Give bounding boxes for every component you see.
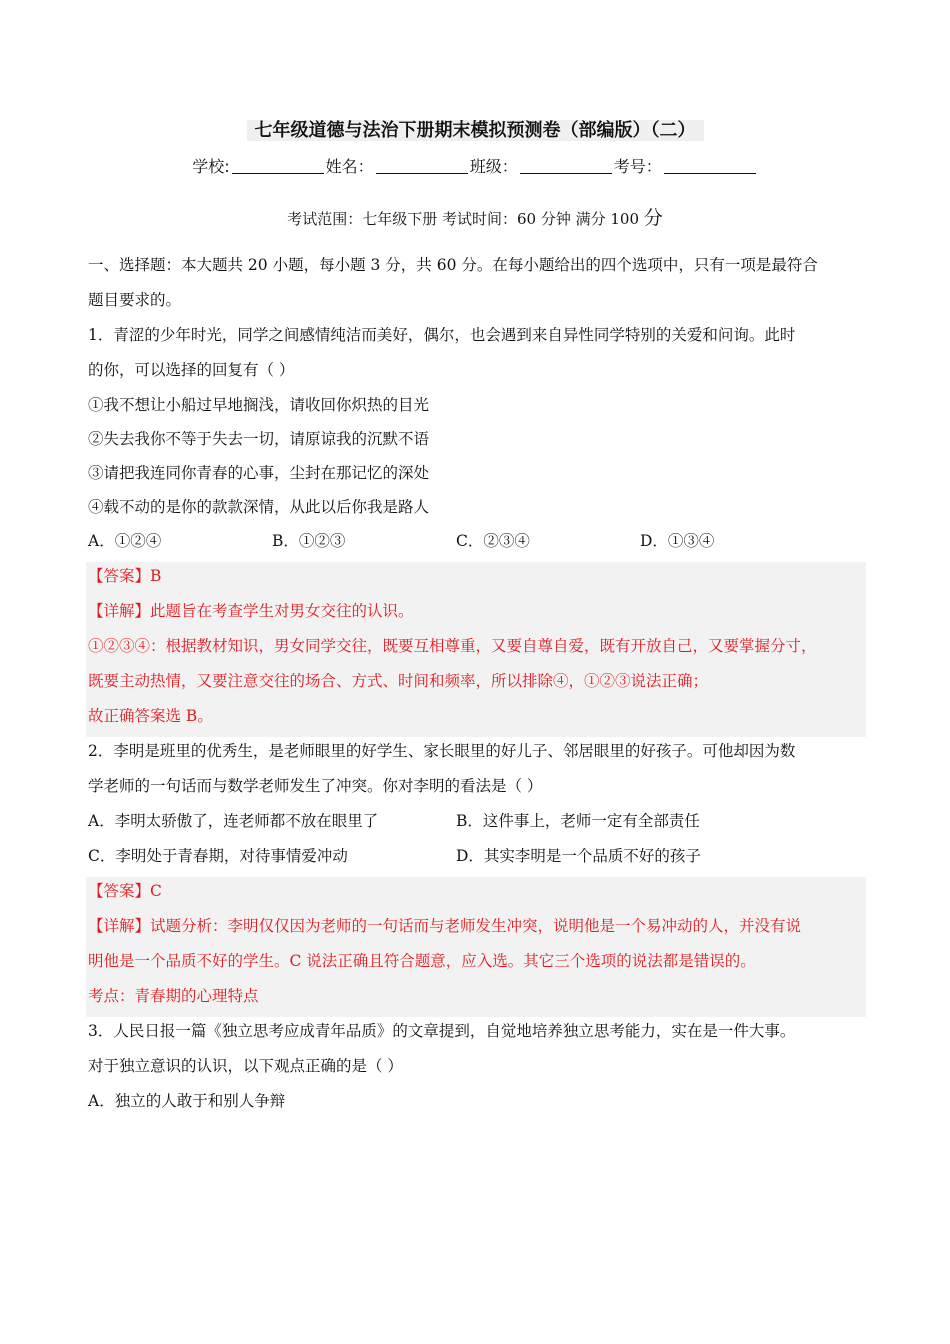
q2-stem-cont: 学老师的一句话而与数学老师发生了冲突。你对李明的看法是（ ） [88, 777, 543, 795]
q2-stem: 2．李明是班里的优秀生，是老师眼里的好学生、家长眼里的好儿子、邻居眼里的好孩子。可他却因为数 [88, 742, 796, 760]
q2-detail: 【详解】试题分析：李明仅仅因为老师的一句话而与老师发生冲突，说明他是一个易冲动的人，并没有说 [88, 917, 802, 935]
number-blank[interactable] [664, 157, 756, 174]
number-label: 考号： [613, 157, 662, 176]
q2-option-a[interactable]: A．李明太骄傲了，连老师都不放在眼里了 [88, 812, 379, 830]
q2-detail: 考点：青春期的心理特点 [88, 987, 259, 1005]
section-heading: 一、选择题：本大题共 20 小题，每小题 3 分，共 60 分。在每小题给出的四个选项中，只有一项是最符合 [88, 256, 818, 274]
q2-option-b[interactable]: B．这件事上，老师一定有全部责任 [456, 812, 700, 830]
school-label: 学校: [192, 157, 230, 176]
q3-stem: 3．人民日报一篇《独立思考应成青年品质》的文章提到，自觉地培养独立思考能力，实在是一件大事。 [88, 1022, 796, 1040]
q1-detail: 【详解】此题旨在考查学生对男女交往的认识。 [88, 602, 414, 620]
q2-detail: 明他是一个品质不好的学生。C 说法正确且符合题意，应入选。其它三个选项的说法都是错误的。 [88, 952, 756, 970]
exam-content [88, 251, 866, 1122]
q2-answer: 【答案】C [88, 882, 162, 900]
exam-title: 七年级道德与法治下册期末模拟预测卷（部编版）（二） [0, 116, 950, 142]
student-info-line [0, 154, 950, 177]
q1-stem: 1．青涩的少年时光，同学之间感情纯洁而美好，偶尔，也会遇到来自异性同学特别的关爱和问询。此时 [88, 326, 796, 344]
class-blank[interactable] [520, 157, 612, 174]
q1-item: ②失去我你不等于失去一切，请原谅我的沉默不语 [88, 430, 430, 448]
q3-stem-cont: 对于独立意识的认识，以下观点正确的是（ ） [88, 1057, 403, 1075]
q3-option-a[interactable]: A．独立的人敢于和别人争辩 [88, 1092, 286, 1110]
q1-stem-cont: 的你，可以选择的回复有（ ） [88, 361, 295, 379]
q1-detail: ①②③④：根据教材知识，男女同学交往，既要互相尊重，又要自尊自爱，既有开放自己，又要掌握分寸， [88, 637, 817, 655]
q1-answer-block [86, 562, 866, 737]
class-label: 班级： [469, 157, 518, 176]
q1-option-d[interactable]: D．①③④ [640, 532, 715, 550]
q1-option-b[interactable]: B．①②③ [272, 532, 346, 550]
q1-item: ③请把我连同你青春的心事，尘封在那记忆的深处 [88, 464, 430, 482]
q2-option-d[interactable]: D．其实李明是一个品质不好的孩子 [456, 847, 701, 865]
q2-options-row2 [88, 842, 866, 877]
exam-scope: 考试范围：七年级下册 考试时间：60 分钟 满分 100 分 [287, 207, 663, 229]
q1-option-a[interactable]: A．①②④ [88, 532, 162, 550]
q1-detail: 既要主动热情，又要注意交往的场合、方式、时间和频率，所以排除④，①②③说法正确； [88, 672, 709, 690]
q2-answer-block [86, 877, 866, 1017]
q1-item: ①我不想让小船过早地搁浅，请收回你炽热的目光 [88, 396, 430, 414]
name-blank[interactable] [376, 157, 468, 174]
q1-detail: 故正确答案选 B。 [88, 707, 213, 725]
q2-option-c[interactable]: C．李明处于青春期，对待事情爱冲动 [88, 847, 348, 865]
q1-options [88, 527, 866, 562]
q1-option-c[interactable]: C．②③④ [456, 532, 530, 550]
q1-answer: 【答案】B [88, 567, 162, 585]
q1-item: ④载不动的是你的款款深情，从此以后你我是路人 [88, 498, 430, 516]
section-heading-cont: 题目要求的。 [88, 291, 182, 309]
q2-options-row1 [88, 807, 866, 842]
name-label: 姓名： [325, 157, 374, 176]
school-blank[interactable] [232, 157, 324, 174]
